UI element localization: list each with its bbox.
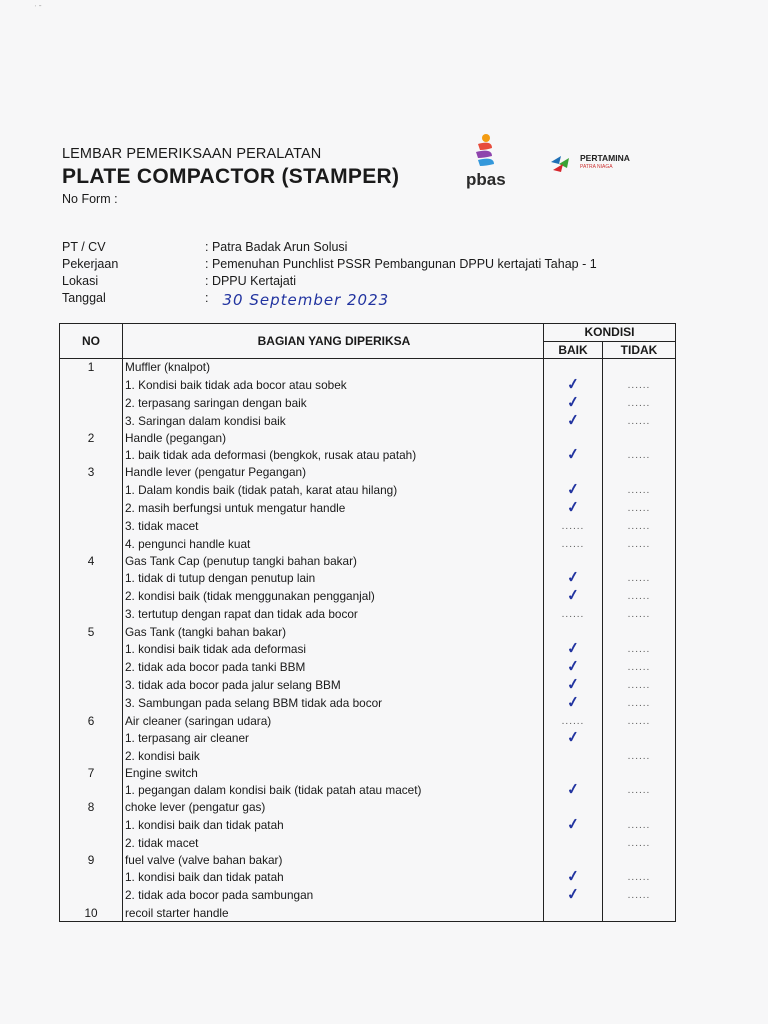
- row-item-text: 2. kondisi baik (tidak menggunakan pengganjal): [123, 587, 544, 605]
- table-row: [60, 587, 676, 605]
- info-value: : Patra Badak Arun Solusi: [205, 240, 348, 254]
- cell-baik: [544, 694, 603, 712]
- info-value: : Pemenuhan Punchlist PSSR Pembangunan DPPU kertajati Tahap - 1: [205, 257, 597, 271]
- cell-baik: [544, 799, 603, 816]
- cell-tidak: [603, 834, 676, 852]
- row-number: [60, 412, 123, 430]
- table-row: [60, 517, 676, 535]
- table-row: [60, 765, 676, 782]
- cell-tidak: [603, 376, 676, 394]
- cell-tidak: [603, 765, 676, 782]
- row-number: 8: [60, 799, 123, 816]
- cell-tidak: [603, 640, 676, 658]
- dotted-blank: ......: [627, 785, 651, 797]
- table-row: [60, 886, 676, 904]
- row-number: [60, 694, 123, 712]
- cell-tidak: [603, 623, 676, 640]
- row-number: [60, 517, 123, 535]
- row-number: [60, 587, 123, 605]
- row-item-text: 2. tidak ada bocor pada sambungan: [123, 886, 544, 904]
- cell-baik: [544, 412, 603, 430]
- checkmark-icon: ✓: [565, 445, 581, 464]
- table-row: [60, 730, 676, 747]
- row-number: 4: [60, 553, 123, 570]
- info-label: Lokasi: [62, 274, 99, 288]
- cell-baik: [544, 781, 603, 799]
- checkmark-icon: ✓: [565, 479, 581, 499]
- dotted-blank: ......: [627, 609, 651, 621]
- cell-baik: [544, 359, 603, 376]
- row-item-text: 1. tidak di tutup dengan penutup lain: [123, 569, 544, 587]
- cell-baik: [544, 834, 603, 852]
- row-number: 2: [60, 430, 123, 447]
- cell-baik: [544, 394, 603, 412]
- row-item-text: 3. Saringan dalam kondisi baik: [123, 412, 544, 430]
- cell-baik: [544, 464, 603, 481]
- row-item-text: Engine switch: [123, 765, 544, 782]
- cell-baik: [544, 499, 603, 517]
- handwritten-date: 30 September 2023: [222, 291, 390, 309]
- table-row: [60, 605, 676, 623]
- cell-tidak: [603, 799, 676, 816]
- col-header-kondisi: KONDISI: [544, 324, 676, 342]
- table-row: [60, 535, 676, 553]
- row-number: [60, 446, 123, 464]
- checkmark-icon: ✓: [565, 728, 581, 748]
- cell-baik: [544, 517, 603, 535]
- row-item-text: Gas Tank (tangki bahan bakar): [123, 623, 544, 640]
- cell-tidak: [603, 569, 676, 587]
- row-number: 1: [60, 359, 123, 376]
- row-item-text: 1. kondisi baik dan tidak patah: [123, 816, 544, 834]
- table-row: [60, 834, 676, 852]
- row-number: [60, 481, 123, 499]
- table-row: [60, 446, 676, 464]
- cell-baik: [544, 376, 603, 394]
- table-row: [60, 376, 676, 394]
- cell-tidak: [603, 553, 676, 570]
- dotted-blank: ......: [627, 397, 651, 409]
- checkmark-icon: ✓: [565, 392, 581, 412]
- cell-tidak: [603, 535, 676, 553]
- dotted-blank: ......: [627, 819, 651, 831]
- col-header-item: BAGIAN YANG DIPERIKSA: [123, 324, 544, 359]
- checkmark-icon: ✓: [565, 657, 581, 676]
- row-item-text: recoil starter handle: [123, 904, 544, 921]
- checkmark-icon: ✓: [565, 693, 581, 712]
- row-item-text: 4. pengunci handle kuat: [123, 535, 544, 553]
- cell-tidak: [603, 587, 676, 605]
- row-number: [60, 499, 123, 517]
- row-item-text: 2. terpasang saringan dengan baik: [123, 394, 544, 412]
- table-row: [60, 694, 676, 712]
- dotted-blank: ......: [627, 715, 651, 727]
- row-number: [60, 535, 123, 553]
- dotted-blank: ......: [627, 750, 651, 762]
- dotted-blank: ......: [627, 484, 651, 496]
- row-number: [60, 376, 123, 394]
- row-number: [60, 569, 123, 587]
- cell-tidak: [603, 446, 676, 464]
- cell-baik: [544, 569, 603, 587]
- dotted-blank: ......: [561, 520, 585, 532]
- checkmark-icon: ✓: [565, 885, 581, 905]
- dotted-blank: ......: [627, 872, 651, 884]
- row-item-text: 2. tidak macet: [123, 834, 544, 852]
- table-row: [60, 553, 676, 570]
- cell-baik: [544, 868, 603, 886]
- table-row: [60, 623, 676, 640]
- info-value: : DPPU Kertajati: [205, 274, 297, 288]
- row-number: [60, 394, 123, 412]
- checkmark-icon: ✓: [565, 814, 581, 834]
- cell-baik: [544, 623, 603, 640]
- dotted-blank: ......: [627, 697, 651, 709]
- row-number: [60, 605, 123, 623]
- cell-tidak: [603, 816, 676, 834]
- row-number: 5: [60, 623, 123, 640]
- row-item-text: 2. kondisi baik: [123, 747, 544, 765]
- info-row-location: [62, 274, 597, 291]
- pbas-logo-text: pbas: [466, 170, 506, 189]
- row-number: 3: [60, 464, 123, 481]
- row-item-text: 3. tertutup dengan rapat dan tidak ada bocor: [123, 605, 544, 623]
- table-row: [60, 747, 676, 765]
- table-row: [60, 569, 676, 587]
- row-number: 9: [60, 852, 123, 869]
- cell-baik: [544, 765, 603, 782]
- dotted-blank: ......: [561, 609, 585, 621]
- pertamina-logo-text: PERTAMINA: [580, 153, 630, 163]
- cell-baik: [544, 430, 603, 447]
- table-row: [60, 430, 676, 447]
- cell-baik: [544, 640, 603, 658]
- table-row: [60, 499, 676, 517]
- cell-tidak: [603, 694, 676, 712]
- cell-tidak: [603, 499, 676, 517]
- cell-baik: [544, 747, 603, 765]
- cell-baik: [544, 904, 603, 921]
- form-title: PLATE COMPACTOR (STAMPER): [62, 165, 400, 188]
- cell-baik: [544, 730, 603, 747]
- cell-tidak: [603, 676, 676, 694]
- cell-tidak: [603, 781, 676, 799]
- row-item-text: 3. tidak ada bocor pada jalur selang BBM: [123, 676, 544, 694]
- dotted-blank: ......: [561, 715, 585, 727]
- row-number: 7: [60, 765, 123, 782]
- inspection-rows: [60, 359, 676, 922]
- checkmark-icon: ✓: [565, 497, 581, 517]
- row-item-text: 1. pegangan dalam kondisi baik (tidak patah atau macet): [123, 781, 544, 799]
- cell-baik: [544, 886, 603, 904]
- table-row: [60, 481, 676, 499]
- cell-baik: [544, 446, 603, 464]
- row-item-text: 1. kondisi baik tidak ada deformasi: [123, 640, 544, 658]
- dotted-blank: ......: [627, 573, 651, 585]
- cell-baik: [544, 712, 603, 730]
- checkmark-icon: ✓: [565, 675, 581, 694]
- row-number: [60, 676, 123, 694]
- cell-tidak: [603, 359, 676, 376]
- checkmark-icon: ✓: [565, 410, 581, 430]
- dotted-blank: ......: [627, 661, 651, 673]
- dotted-blank: ......: [627, 591, 651, 603]
- info-label: Tanggal: [62, 291, 106, 305]
- cell-baik: [544, 553, 603, 570]
- info-row-job: [62, 257, 597, 274]
- info-block: [62, 240, 597, 308]
- table-row: [60, 640, 676, 658]
- table-row: [60, 781, 676, 799]
- row-item-text: 1. Dalam kondis baik (tidak patah, karat atau hilang): [123, 481, 544, 499]
- dotted-blank: ......: [627, 415, 651, 427]
- row-item-text: 3. tidak macet: [123, 517, 544, 535]
- row-item-text: 1. baik tidak ada deformasi (bengkok, rusak atau patah): [123, 446, 544, 464]
- row-number: [60, 658, 123, 676]
- dotted-blank: ......: [627, 643, 651, 655]
- row-number: [60, 730, 123, 747]
- row-item-text: 1. kondisi baik dan tidak patah: [123, 868, 544, 886]
- cell-baik: [544, 587, 603, 605]
- checkmark-icon: ✓: [565, 867, 581, 887]
- checkmark-icon: ✓: [565, 639, 581, 658]
- cell-tidak: [603, 517, 676, 535]
- form-subtitle: LEMBAR PEMERIKSAAN PERALATAN: [62, 146, 322, 162]
- cell-tidak: [603, 712, 676, 730]
- table-row: [60, 359, 676, 376]
- cell-tidak: [603, 605, 676, 623]
- dotted-blank: ......: [561, 538, 585, 550]
- table-row: [60, 412, 676, 430]
- form-number: No Form :: [62, 192, 118, 206]
- row-item-text: 3. Sambungan pada selang BBM tidak ada bocor: [123, 694, 544, 712]
- cell-baik: [544, 852, 603, 869]
- table-row: [60, 676, 676, 694]
- row-item-text: Gas Tank Cap (penutup tangki bahan bakar): [123, 553, 544, 570]
- cell-tidak: [603, 394, 676, 412]
- cell-baik: [544, 676, 603, 694]
- info-label: PT / CV: [62, 240, 106, 254]
- table-row: [60, 464, 676, 481]
- cell-tidak: [603, 904, 676, 921]
- checkmark-icon: ✓: [565, 780, 581, 799]
- row-number: 10: [60, 904, 123, 921]
- cell-tidak: [603, 747, 676, 765]
- dotted-blank: ......: [627, 520, 651, 532]
- cell-tidak: [603, 868, 676, 886]
- row-item-text: choke lever (pengatur gas): [123, 799, 544, 816]
- row-item-text: 1. Kondisi baik tidak ada bocor atau sobek: [123, 376, 544, 394]
- cell-tidak: [603, 430, 676, 447]
- cell-tidak: [603, 464, 676, 481]
- cell-baik: [544, 481, 603, 499]
- row-number: [60, 781, 123, 799]
- table-row: [60, 852, 676, 869]
- row-item-text: Handle (pegangan): [123, 430, 544, 447]
- table-row: [60, 868, 676, 886]
- col-header-tidak: TIDAK: [603, 341, 676, 359]
- cell-baik: [544, 658, 603, 676]
- checkmark-icon: ✓: [565, 568, 581, 588]
- inspection-table: [59, 323, 676, 922]
- info-value: :: [205, 291, 209, 305]
- row-number: [60, 640, 123, 658]
- dotted-blank: ......: [627, 679, 651, 691]
- cell-tidak: [603, 658, 676, 676]
- dotted-blank: ......: [627, 538, 651, 550]
- dotted-blank: ......: [627, 450, 651, 462]
- row-item-text: 1. terpasang air cleaner: [123, 730, 544, 747]
- row-number: [60, 834, 123, 852]
- col-header-no: NO: [60, 324, 123, 359]
- pertamina-logo-subtext: PATRA NIAGA: [580, 164, 613, 170]
- cell-baik: [544, 605, 603, 623]
- dotted-blank: ......: [627, 502, 651, 514]
- info-row-company: [62, 240, 597, 257]
- info-label: Pekerjaan: [62, 257, 119, 271]
- row-item-text: Air cleaner (saringan udara): [123, 712, 544, 730]
- corner-scan-mark: ʾ ˉ: [34, 4, 42, 13]
- table-row: [60, 712, 676, 730]
- dotted-blank: ......: [627, 379, 651, 391]
- table-row: [60, 394, 676, 412]
- cell-tidak: [603, 481, 676, 499]
- table-row: [60, 799, 676, 816]
- cell-tidak: [603, 852, 676, 869]
- row-item-text: Handle lever (pengatur Pegangan): [123, 464, 544, 481]
- table-row: [60, 904, 676, 921]
- cell-tidak: [603, 886, 676, 904]
- row-number: 6: [60, 712, 123, 730]
- row-item-text: 2. tidak ada bocor pada tanki BBM: [123, 658, 544, 676]
- row-item-text: fuel valve (valve bahan bakar): [123, 852, 544, 869]
- col-header-baik: BAIK: [544, 341, 603, 359]
- row-item-text: Muffler (knalpot): [123, 359, 544, 376]
- dotted-blank: ......: [627, 890, 651, 902]
- cell-baik: [544, 816, 603, 834]
- info-row-date: [62, 291, 597, 308]
- cell-tidak: [603, 412, 676, 430]
- cell-tidak: [603, 730, 676, 747]
- row-item-text: 2. masih berfungsi untuk mengatur handle: [123, 499, 544, 517]
- table-row: [60, 658, 676, 676]
- checkmark-icon: ✓: [565, 586, 581, 606]
- dotted-blank: ......: [627, 837, 651, 849]
- row-number: [60, 816, 123, 834]
- table-row: [60, 816, 676, 834]
- cell-baik: [544, 535, 603, 553]
- checkmark-icon: ✓: [565, 374, 581, 394]
- row-number: [60, 886, 123, 904]
- row-number: [60, 868, 123, 886]
- row-number: [60, 747, 123, 765]
